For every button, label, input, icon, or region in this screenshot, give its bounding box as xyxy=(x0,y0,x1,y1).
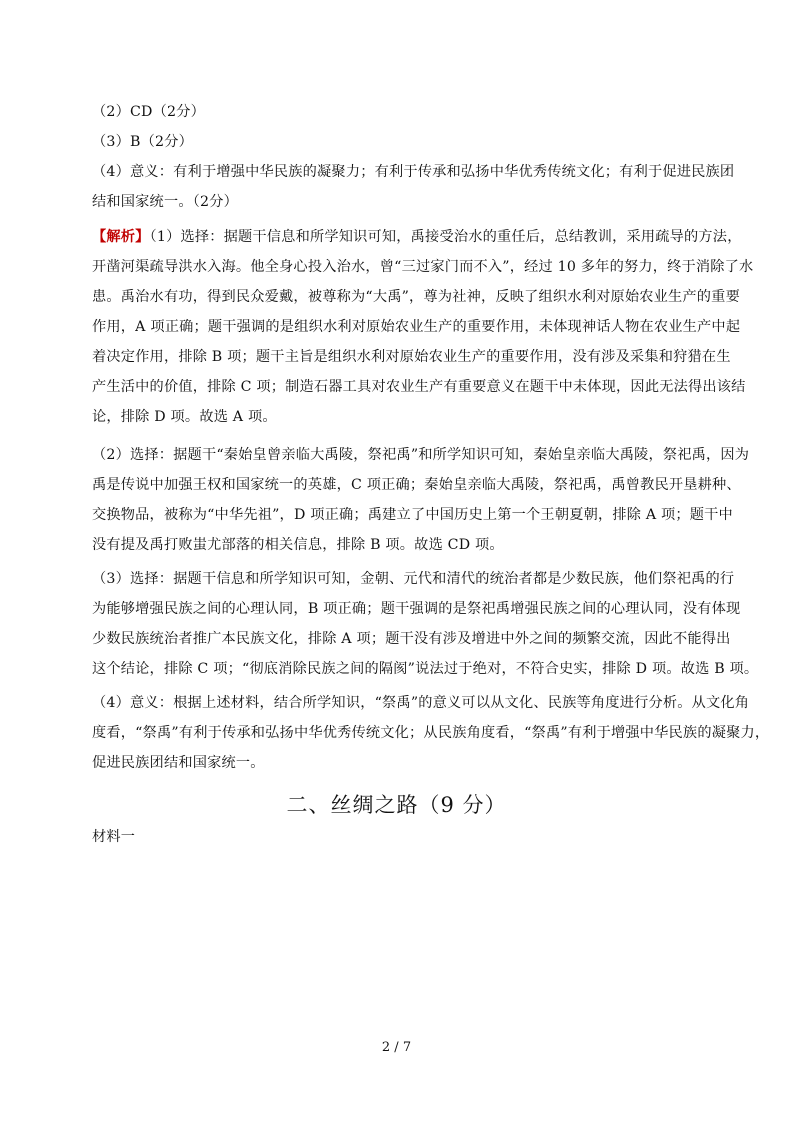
analysis-line-16: （4）意义：根据上述材料，结合所学知识，“祭禹”的意义可以从文化、民族等角度进行分析。从文化角 xyxy=(92,695,750,711)
analysis-line-5: 着决定作用，排除 B 项；题干主旨是组织水利对原始农业生产的重要作用，没有涉及采集和狩猎在生 xyxy=(92,349,731,365)
analysis-tag: 【解析】 xyxy=(92,229,150,245)
analysis-line-3: 患。禹治水有功，得到民众爱戴，被尊称为“大禹”，尊为社神，反映了组织水利对原始农业生产的重要 xyxy=(92,289,740,305)
analysis-line-1 xyxy=(92,226,742,248)
analysis-line-4: 作用，A 项正确；题干强调的是组织水利对原始农业生产的重要作用，未体现神话人物在农业生产中起 xyxy=(92,319,741,335)
page-number: 2 / 7 xyxy=(381,1040,412,1055)
analysis-line-15: 这个结论，排除 C 项；“彻底消除民族之间的隔阂”说法过于绝对，不符合史实，排除 D 项。故选 B 项。 xyxy=(92,661,759,677)
analysis-line-17: 度看，“祭禹”有利于传承和弘扬中华优秀传统文化；从民族角度看，“祭禹”有利于增强中华民族的凝聚力， xyxy=(92,725,770,741)
analysis-line-2: 开凿河渠疏导洪水入海。他全身心投入治水，曾“三过家门而不入”，经过 10 多年的努力，终于消除了水 xyxy=(92,259,754,275)
material-label: 材料一 xyxy=(92,829,136,845)
section-heading: 二、丝绸之路（9 分） xyxy=(286,793,507,817)
analysis-line-13: 为能够增强民族之间的心理认同，B 项正确；题干强调的是祭祀禹增强民族之间的心理认同，没有体现 xyxy=(92,601,741,617)
analysis-line-18: 促进民族团结和国家统一。 xyxy=(92,755,265,771)
analysis-line-6: 产生活中的价值，排除 C 项；制造石器工具对农业生产有重要意义在题干中未体现，因此无法得出该结 xyxy=(92,379,746,395)
analysis-line-7: 论，排除 D 项。故选 A 项。 xyxy=(92,409,277,425)
analysis-line-9: 禹是传说中加强王权和国家统一的英雄，C 项正确；秦始皇亲临大禹陵，祭祀禹，禹曾教民开垦耕种、 xyxy=(92,477,741,493)
analysis-line-12: （3）选择：据题干信息和所学知识可知，金朝、元代和清代的统治者都是少数民族，他们祭祀禹的行 xyxy=(92,571,735,587)
analysis-line-10: 交换物品，被称为“中华先祖”，D 项正确；禹建立了中国历史上第一个王朝夏朝，排除 A 项；题干中 xyxy=(92,507,733,523)
analysis-line-8: （2）选择：据题干“秦始皇曾亲临大禹陵，祭祀禹”和所学知识可知，秦始皇亲临大禹陵，祭祀禹，因为 xyxy=(92,447,750,463)
answer-line-2: （3）B（2分） xyxy=(92,134,194,150)
answer-line-3: （4）意义：有利于增强中华民族的凝聚力；有利于传承和弘扬中华优秀传统文化；有利于促进民族团 xyxy=(92,164,735,180)
analysis-line-14: 少数民族统治者推广本民族文化，排除 A 项；题干没有涉及增进中外之间的频繁交流，因此不能得出 xyxy=(92,631,731,647)
answer-line-1: （2）CD（2分） xyxy=(92,104,206,120)
analysis-line-11: 没有提及禹打败蚩尤部落的相关信息，排除 B 项。故选 CD 项。 xyxy=(92,537,504,553)
answer-line-4: 结和国家统一。（2分） xyxy=(92,194,239,210)
analysis-text: （1）选择：据题干信息和所学知识可知，禹接受治水的重任后，总结教训，采用疏导的方法， xyxy=(149,229,742,245)
